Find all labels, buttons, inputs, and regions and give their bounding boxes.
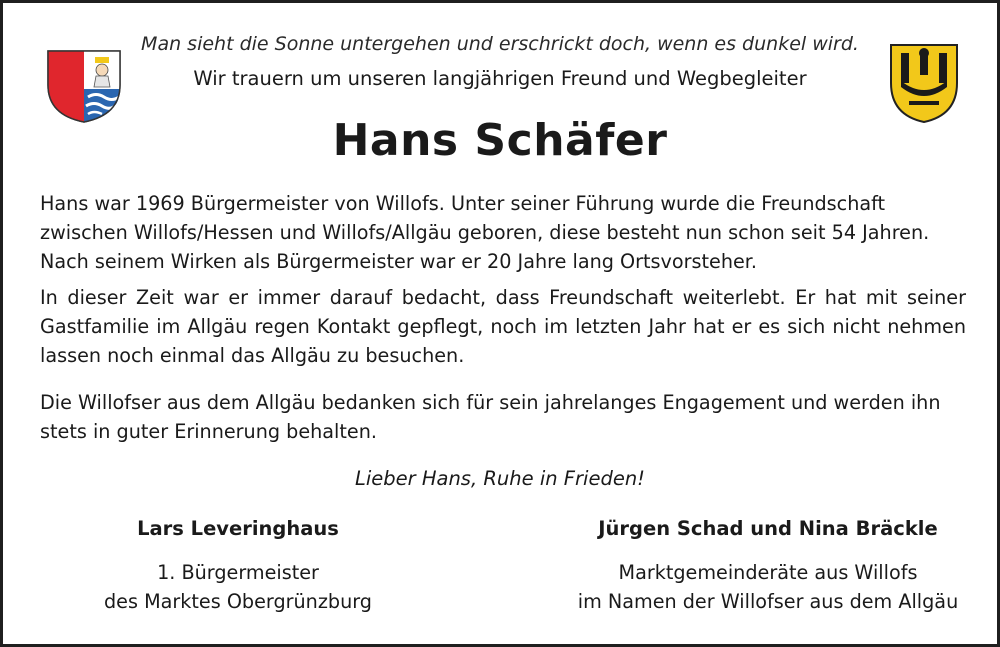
- motto-quote: Man sieht die Sonne untergehen und erschrickt doch, wenn es dunkel wird.: [141, 33, 859, 55]
- body-paragraph-2: In dieser Zeit war er immer darauf bedacht, dass Freundschaft weiterlebt. Er hat mit seiner Gastfamilie im Allgäu regen Kontakt gepflegt, noch im letzten Jahr hat er es sich nicht nehmen lassen noch einmal das Allgäu zu besuchen.: [40, 286, 966, 367]
- signature-name: Lars Leveringhaus: [137, 517, 339, 540]
- mourning-subtitle: Wir trauern um unseren langjährigen Freund und Wegbegleiter: [193, 67, 807, 90]
- signature-organization: des Marktes Obergrünzburg: [104, 590, 372, 613]
- signature-block-left: [63, 517, 413, 616]
- signature-name: Jürgen Schad und Nina Bräckle: [598, 517, 938, 540]
- signature-title: Marktgemeinderäte aus Willofs: [618, 561, 918, 584]
- signature-block-right: [543, 517, 993, 616]
- signature-title: 1. Bürgermeister: [157, 561, 319, 584]
- body-paragraph-3: Die Willofser aus dem Allgäu bedanken sich für sein jahrelanges Engagement und werden ihn stets in guter Erinnerung behalten.: [40, 391, 941, 443]
- signature-organization: im Namen der Willofser aus dem Allgäu: [577, 590, 959, 613]
- farewell-line: Lieber Hans, Ruhe in Frieden!: [354, 467, 646, 490]
- deceased-name: Hans Schäfer: [332, 115, 668, 166]
- body-paragraph-1: Hans war 1969 Bürgermeister von Willofs. Unter seiner Führung wurde die Freundschaft zwischen Willofs/Hessen und Willofs/Allgäu geboren, diese besteht nun schon seit 54 Jahren. Nach seinem Wirken als Bürgermeister war er 20 Jahre lang Ortsvorsteher.: [40, 192, 930, 273]
